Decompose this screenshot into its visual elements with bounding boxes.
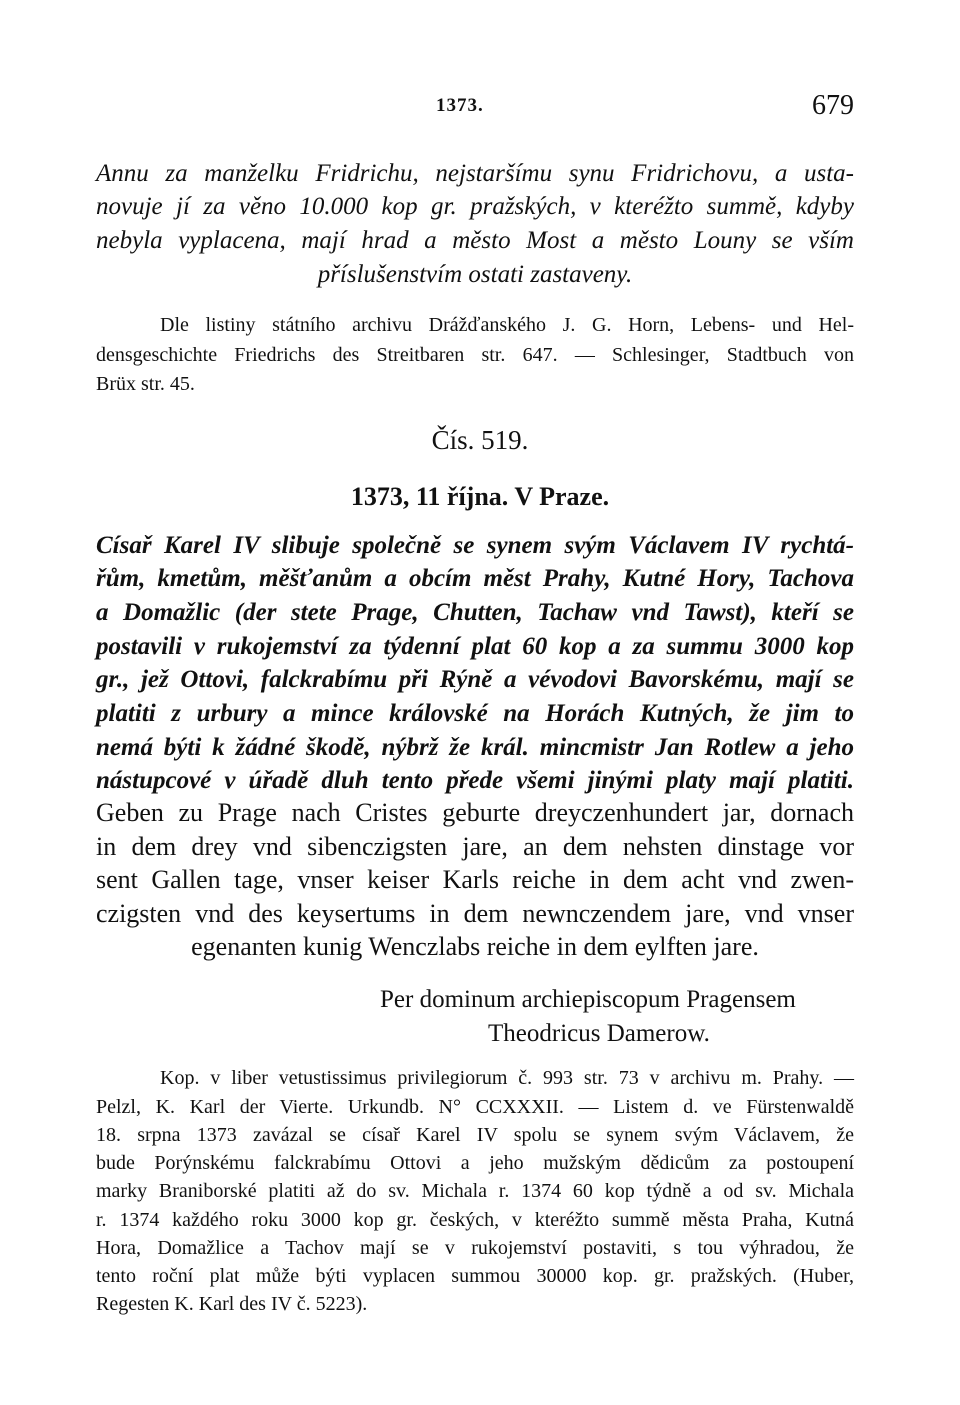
summary-line: a Domažlic (der stete Prage, Chutten, Tachaw vnd Tawst), kteří se: [96, 599, 854, 626]
page-number: 679: [812, 90, 854, 121]
source-line: Brüx str. 45.: [96, 373, 195, 395]
summary-line: Annu za manželku Fridrichu, nejstaršímu synu Fridrichovu, a usta-: [96, 160, 854, 187]
note-line: tento roční plat může býti vyplacen summou 30000 kop. gr. pražských. (Huber,: [96, 1265, 854, 1287]
text-line: czigsten vnd des keysertums in dem newnczendem jare, vnd vnser: [96, 899, 854, 928]
summary-line: nástupcové v úřadě dluh tento přede všemi jinými platy mají platiti.: [96, 767, 854, 794]
note-line: Kop. v liber vetustissimus privilegiorum č. 993 str. 73 v archivu m. Prahy. —: [160, 1067, 854, 1089]
signature-line: Per dominum archiepiscopum Pragensem: [380, 986, 796, 1013]
summary-line: Císař Karel IV slibuje společně se synem svým Václavem IV rychtá-: [96, 532, 854, 559]
text-line: egenanten kunig Wenczlabs reiche in dem eylften jare.: [191, 932, 759, 961]
note-line: r. 1374 každého roku 3000 kop gr. českých, v kteréžto summě města Praha, Kutná: [96, 1209, 854, 1231]
charter-number: Čís. 519.: [431, 425, 529, 455]
summary-line: příslušenstvím ostati zastaveny.: [317, 261, 633, 288]
note-line: Regesten K. Karl des IV č. 5223).: [96, 1293, 368, 1315]
summary-line: gr., jež Ottovi, falckrabímu při Rýně a vévodovi Bavorskému, mají se: [96, 666, 854, 693]
header-year: 1373.: [436, 95, 484, 116]
text-line: Geben zu Prage nach Cristes geburte dreyczenhundert jar, dornach: [96, 798, 854, 827]
summary-line: platiti z urbury a mince královské na Horách Kutných, že jim to: [96, 700, 854, 727]
charter-date-place: 1373, 11 října. V Praze.: [350, 482, 610, 511]
summary-line: nemá býti k žádné škodě, nýbrž že král. mincmistr Jan Rotlew a jeho: [96, 734, 854, 761]
text-line: in dem drey vnd sibenczigsten jare, an dem nehsten dinstage vor: [96, 832, 854, 861]
note-line: bude Porýnskému falckrabímu Ottovi a jeho mužským dědicům za postoupení: [96, 1152, 854, 1174]
note-line: Pelzl, K. Karl der Vierte. Urkundb. N° CCXXXII. — Listem d. ve Fürstenwaldě: [96, 1096, 854, 1118]
summary-line: nebyla vyplacena, mají hrad a město Most a město Louny se vším: [96, 227, 854, 254]
text-line: sent Gallen tage, vnser keiser Karls reiche in dem acht vnd zwen-: [96, 865, 854, 894]
summary-line: postavili v rukojemství za týdenní plat 60 kop a za summu 3000 kop: [96, 633, 854, 660]
source-line: densgeschichte Friedrichs des Streitbaren str. 647. — Schlesinger, Stadtbuch von: [96, 344, 854, 366]
signature-line: Theodricus Damerow.: [488, 1020, 710, 1047]
summary-line: novuje jí za věno 10.000 kop gr. pražských, v kteréžto summě, kdyby: [96, 193, 854, 220]
source-line: Dle listiny státního archivu Drážďanského J. G. Horn, Lebens- und Hel-: [160, 314, 854, 336]
summary-line: řům, kmetům, měšťanům a obcím měst Prahy, Kutné Hory, Tachova: [96, 565, 854, 592]
note-line: 18. srpna 1373 zavázal se císař Karel IV spolu se synem svým Václavem, že: [96, 1124, 854, 1146]
note-line: Hora, Domažlice a Tachov mají se v rukojemství postaviti, s tou výhradou, že: [96, 1237, 854, 1259]
note-line: marky Braniborské platiti až do sv. Michala r. 1374 60 kop týdně a od sv. Michala: [96, 1180, 854, 1202]
